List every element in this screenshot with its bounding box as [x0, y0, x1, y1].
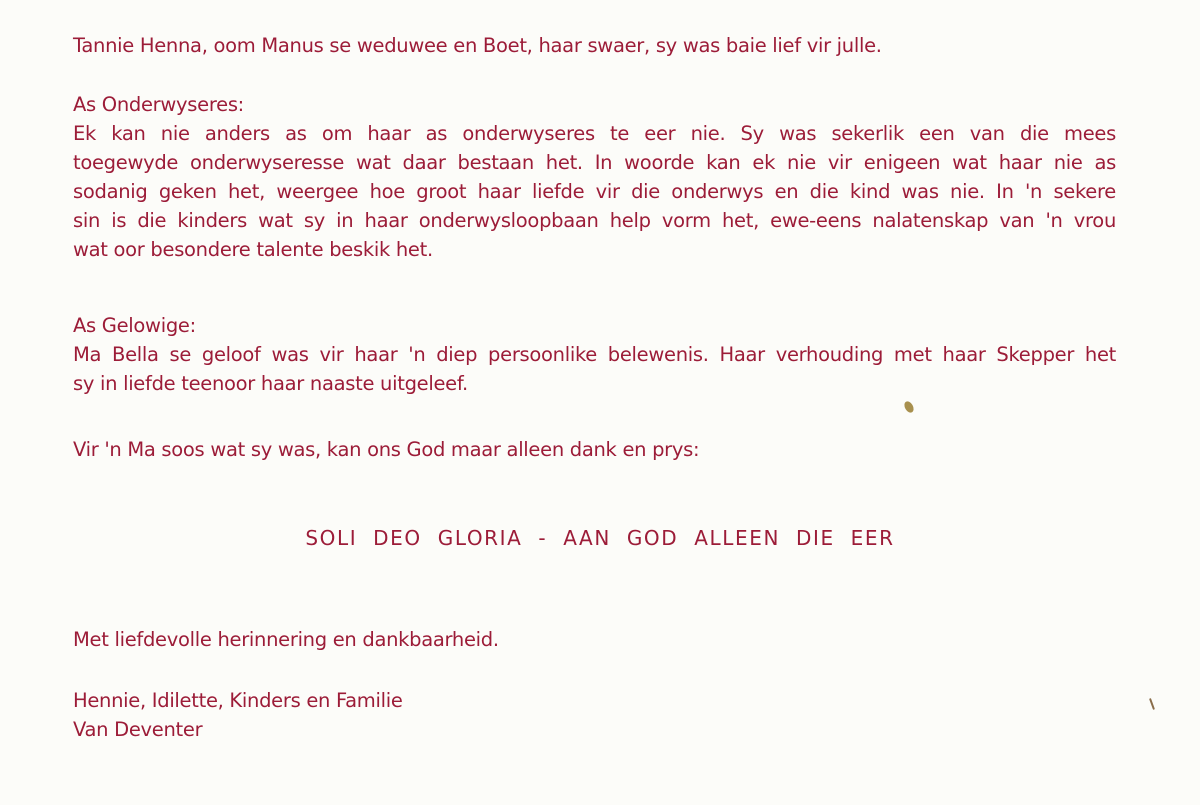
intro-line: Tannie Henna, oom Manus se weduwee en Boet, haar swaer, sy was baie lief vir julle.	[73, 34, 882, 57]
motto: SOLI DEO GLORIA - AAN GOD ALLEEN DIE EER	[305, 526, 895, 550]
signature-line-2: Van Deventer	[73, 718, 203, 741]
paper-stain	[903, 400, 916, 414]
teacher-line-5: wat oor besondere talente beskik het.	[73, 238, 433, 261]
teacher-line-4: sin is die kinders wat sy in haar onderwysloopbaan help vorm het, ewe-eens nalatenskap van 'n vrou	[73, 209, 1116, 232]
teacher-line-1: Ek kan nie anders as om haar as onderwyseres te eer nie. Sy was sekerlik een van die mees	[73, 122, 1116, 145]
believer-heading: As Gelowige:	[73, 314, 196, 337]
paper-mark	[1149, 698, 1155, 710]
teacher-line-2: toegewyde onderwyseresse wat daar bestaan het. In woorde kan ek nie vir enigeen wat haar nie as	[73, 151, 1116, 174]
teacher-heading: As Onderwyseres:	[73, 93, 244, 116]
teacher-line-3: sodanig geken het, weergee hoe groot haar liefde vir die onderwys en die kind was nie. In 'n sekere	[73, 180, 1116, 203]
signature-line-1: Hennie, Idilette, Kinders en Familie	[73, 689, 403, 712]
believer-paragraph	[73, 340, 1116, 398]
closing-line: Met liefdevolle herinnering en dankbaarheid.	[73, 628, 499, 651]
believer-line-1: Ma Bella se geloof was vir haar 'n diep persoonlike belewenis. Haar verhouding met haar Skepper het	[73, 343, 1116, 366]
believer-line-2: sy in liefde teenoor haar naaste uitgeleef.	[73, 372, 468, 395]
praise-line: Vir 'n Ma soos wat sy was, kan ons God maar alleen dank en prys:	[73, 438, 700, 461]
teacher-paragraph	[73, 119, 1116, 264]
